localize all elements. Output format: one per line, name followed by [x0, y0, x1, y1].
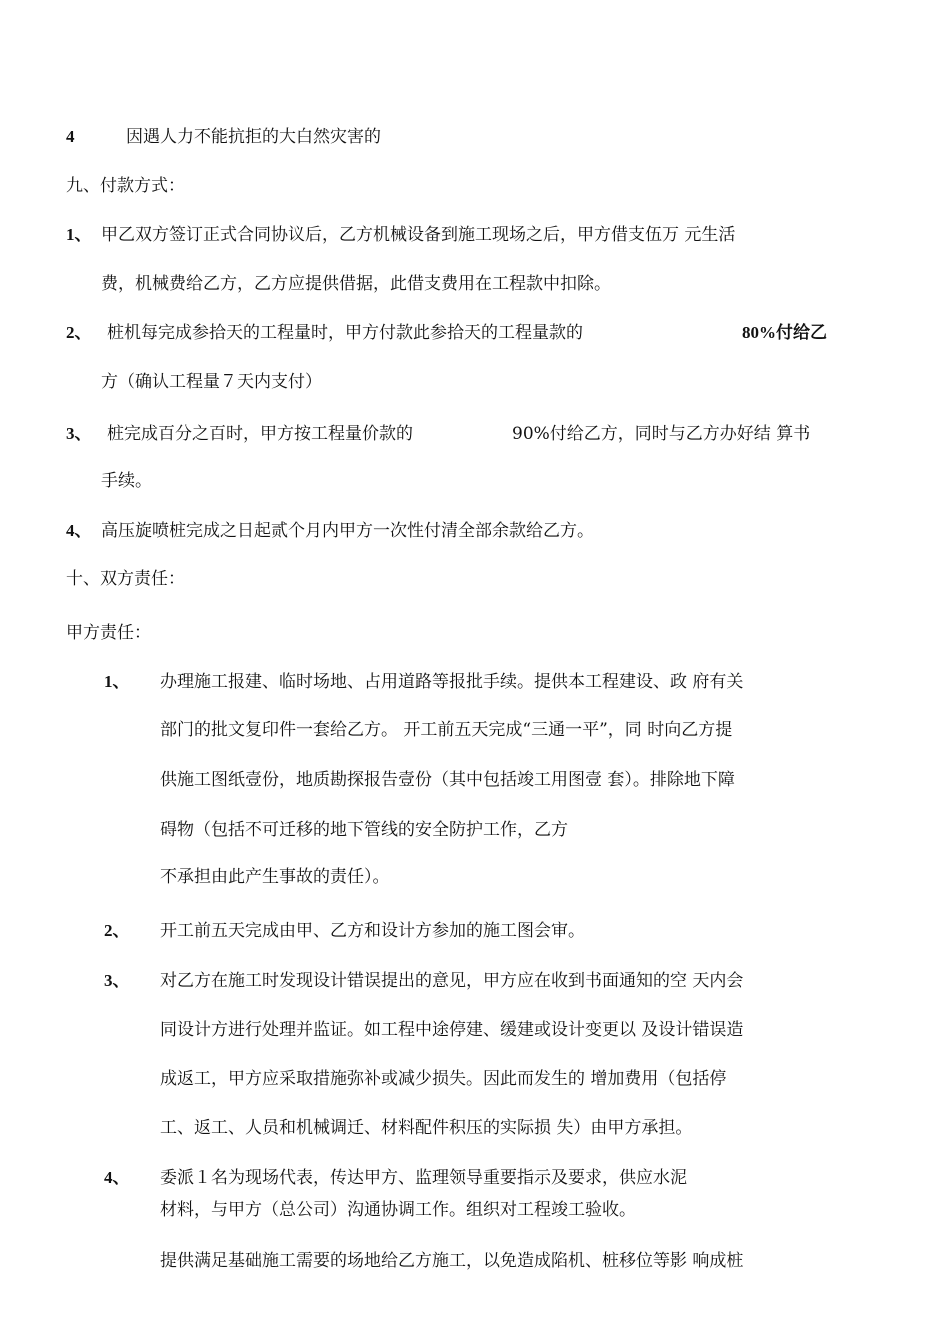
paragraph-line: 成返工，甲方应采取措施弥补或减少损失。因此而发生的 增加费用（包括停: [160, 1069, 727, 1089]
paragraph-line: 桩完成百分之百时，甲方按工程量价款的: [107, 424, 413, 444]
item-number: 1、: [66, 225, 92, 244]
paragraph-line-tail: 90%付给乙方，同时与乙方办好结 算书: [512, 424, 811, 444]
subsection-heading: 甲方责任：: [66, 623, 151, 643]
paragraph-line: [104, 1167, 130, 1189]
item-number: 1、: [104, 672, 130, 691]
paragraph-line: 不承担由此产生事故的责任）。: [160, 867, 390, 887]
item-number: 4、: [104, 1168, 130, 1187]
paragraph-line-tail: 80%付给乙: [742, 323, 827, 342]
paragraph-line: 开工前五天完成由甲、乙方和设计方参加的施工图会审。: [160, 921, 585, 941]
paragraph-line: [104, 671, 130, 693]
item-number: 3、: [104, 971, 130, 990]
paragraph-line: 部门的批文复印件一套给乙方。 开工前五天完成“三通一平”，同 时向乙方提: [160, 720, 733, 740]
paragraph-line: 对乙方在施工时发现设计错误提出的意见，甲方应在收到书面通知的空 天内会: [160, 971, 744, 991]
paragraph-line: 办理施工报建、临时场地、占用道路等报批手续。提供本工程建设、政 府有关: [160, 672, 744, 692]
paragraph-line: 方（确认工程量７天内支付）: [101, 372, 322, 392]
paragraph-line: 手续。: [101, 471, 152, 491]
paragraph-line: 碍物（包括不可迁移的地下管线的安全防护工作，乙方: [160, 820, 568, 840]
item-number: 3、: [66, 424, 92, 443]
paragraph-line: 同设计方进行处理并监证。如工程中途停建、缓建或设计变更以 及设计错误造: [160, 1020, 744, 1040]
paragraph-line: [66, 322, 92, 344]
section-heading: 十、双方责任：: [66, 569, 185, 589]
paragraph-line: [66, 423, 92, 445]
paragraph-line: 甲乙双方签订正式合同协议后，乙方机械设备到施工现场之后，甲方借支伍万 元生活: [101, 225, 736, 245]
paragraph-line: 工、返工、人员和机械调迁、材料配件积压的实际损 失）由甲方承担。: [160, 1118, 693, 1138]
paragraph-line: 委派１名为现场代表，传达甲方、监理领导重要指示及要求，供应水泥: [160, 1168, 687, 1188]
section-heading: 九、付款方式：: [66, 176, 185, 196]
paragraph-line: 费，机械费给乙方，乙方应提供借据，此借支费用在工程款中扣除。: [101, 274, 611, 294]
item-number: 4: [66, 127, 75, 146]
paragraph-line: [66, 126, 75, 148]
item-number: 2、: [104, 921, 130, 940]
paragraph-line: 供施工图纸壹份，地质勘探报告壹份（其中包括竣工用图壹 套）。排除地下障: [160, 770, 735, 790]
paragraph-line: 因遇人力不能抗拒的大白然灾害的: [126, 127, 381, 147]
paragraph-line: 材料，与甲方（总公司）沟通协调工作。组织对工程竣工验收。: [160, 1200, 636, 1220]
paragraph-line: [66, 520, 92, 542]
paragraph-line: 桩机每完成参拾天的工程量时，甲方付款此参拾天的工程量款的: [107, 323, 583, 343]
paragraph-line: 提供满足基础施工需要的场地给乙方施工，以免造成陷机、桩移位等影 响成桩: [160, 1251, 744, 1271]
paragraph-line: 高压旋喷桩完成之日起贰个月内甲方一次性付清全部余款给乙方。: [101, 521, 594, 541]
item-number: 2、: [66, 323, 92, 342]
paragraph-line: [104, 970, 130, 992]
item-number: 4、: [66, 521, 92, 540]
paragraph-line: [66, 224, 92, 246]
paragraph-line: [104, 920, 130, 942]
